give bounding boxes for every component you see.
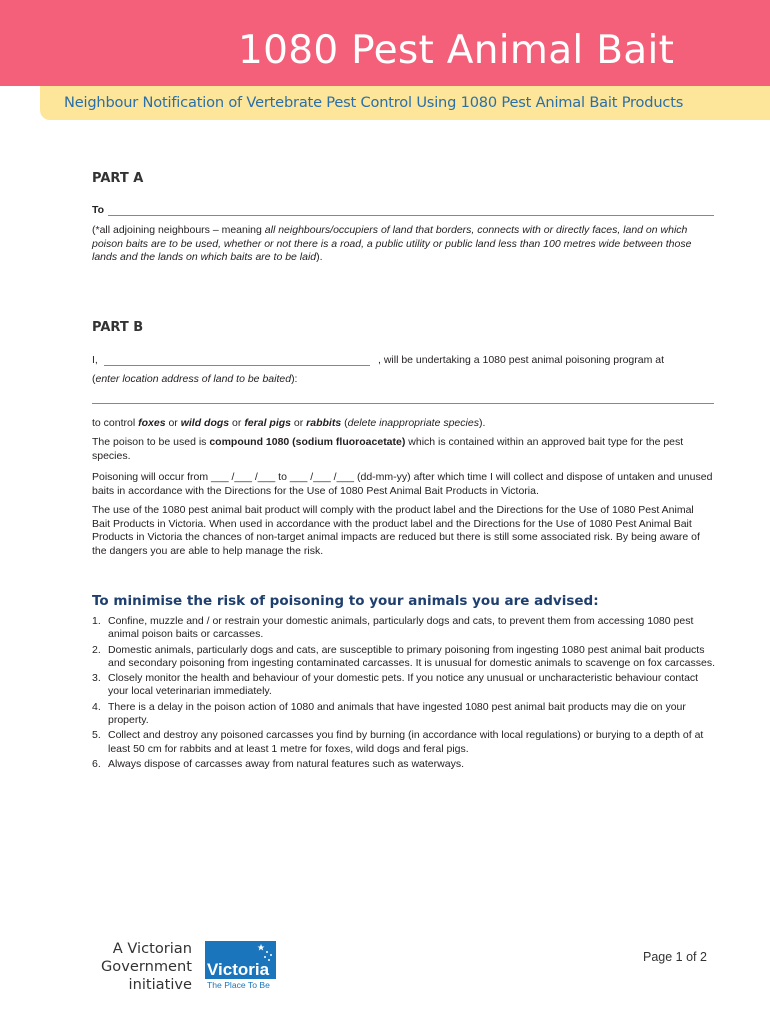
poison-compound: compound 1080 (sodium fluoroacetate) <box>209 436 406 448</box>
star-dot-icon <box>270 954 272 956</box>
location-italic: enter location address of land to be baited <box>95 373 292 385</box>
advice-heading: To minimise the risk of poisoning to your animals you are advised: <box>92 593 599 609</box>
logo-wordmark: Victoria <box>207 960 270 979</box>
list-item <box>92 644 718 670</box>
to-input-line[interactable] <box>108 215 714 216</box>
list-number: 5. <box>92 729 101 742</box>
page-title: 1080 Pest Animal Bait <box>238 28 675 73</box>
star-dot-icon <box>266 951 268 953</box>
poison-statement <box>92 436 714 463</box>
compliance-statement: The use of the 1080 pest animal bait product will comply with the product label and the Directions for the Use of 1080 Pest Animal Bait Products in Victoria. When used in accordance with the product label and the Directions for the Use of 1080 Pest Animal Bait Products in Victoria the chances of non-target animal impacts are reduced but there is still some associated risk. By being aware of the dangers you are able to help manage the risk. <box>92 504 700 557</box>
list-number: 1. <box>92 615 101 627</box>
species-foxes[interactable]: foxes <box>138 417 166 429</box>
government-initiative-text <box>88 940 192 994</box>
note-suffix: ). <box>316 251 323 263</box>
list-item <box>92 672 718 698</box>
location-instruction <box>92 372 297 386</box>
list-number: 2. <box>92 643 101 656</box>
poison-prefix: The poison to be used is <box>92 436 210 448</box>
or-word: or <box>229 417 245 429</box>
name-input-line[interactable] <box>104 365 370 366</box>
page-number: Page 1 of 2 <box>643 950 707 964</box>
neighbours-note <box>92 224 714 265</box>
star-dot-icon <box>264 956 266 958</box>
species-feral-pigs[interactable]: feral pigs <box>244 417 291 429</box>
i-label: I, <box>92 354 98 366</box>
control-prefix: to control <box>92 417 139 429</box>
list-text: Closely monitor the health and behaviour of your domestic pets. If you notice any unusual or uncharacteristic behaviour contact your local veterinarian immediately. <box>108 672 699 698</box>
or-word: or <box>165 417 181 429</box>
delete-open: ( <box>341 417 348 429</box>
poison-suffix: which is contained within an approved bait type for the pest species. <box>92 436 684 462</box>
dates-statement: Poisoning will occur from ___ /___ /___ to ___ /___ /___ (dd-mm-yy) after which time I will collect and dispose of untaken and unused baits in accordance with the Directions for the Use of 1080 Pest Animal Bait Products in Victoria. <box>92 471 713 497</box>
or-word: or <box>291 417 307 429</box>
list-number: 6. <box>92 757 101 770</box>
initiative-line: A Victorian <box>112 940 192 957</box>
delete-close: ). <box>478 417 486 429</box>
initiative-line: initiative <box>128 976 192 993</box>
list-text: There is a delay in the poison action of 1080 and animals that have ingested 1080 pest animal bait products may die on your property. <box>108 700 686 726</box>
list-number: 3. <box>92 672 101 685</box>
list-item <box>92 758 718 771</box>
logo-tagline: The Place To Be <box>207 980 270 989</box>
species-wild-dogs[interactable]: wild dogs <box>180 417 230 429</box>
list-number: 4. <box>92 700 101 713</box>
note-prefix: (*all adjoining neighbours – meaning <box>92 224 265 236</box>
location-open: ( <box>92 373 96 385</box>
advice-list <box>92 615 718 773</box>
delete-instruction: delete inappropriate species <box>347 417 479 429</box>
page-subtitle: Neighbour Notification of Vertebrate Pest Control Using 1080 Pest Animal Bait Products <box>64 94 684 111</box>
undertaking-text: , will be undertaking a 1080 pest animal poisoning program at <box>378 354 665 366</box>
location-close: ): <box>291 373 298 385</box>
list-item <box>92 701 718 727</box>
list-text: Domestic animals, particularly dogs and cats, are susceptible to primary poisoning from ingesting 1080 pest animal bait products and secondary poisoning from ingesting contaminated carcasses. It is unusual for domestic animals to scavenge on fox carcasses. <box>108 643 715 669</box>
part-a-heading: PART A <box>92 171 144 186</box>
part-b-heading: PART B <box>92 320 144 335</box>
list-item <box>92 615 718 641</box>
list-text: Always dispose of carcasses away from natural features such as waterways. <box>108 757 464 770</box>
location-input-line[interactable] <box>92 403 714 404</box>
list-item <box>92 729 718 755</box>
initiative-line: Government <box>100 958 192 975</box>
species-rabbits[interactable]: rabbits <box>306 417 342 429</box>
list-text: Confine, muzzle and / or restrain your domestic animals, particularly dogs and cats, to prevent them from accessing 1080 pest animal poison baits or carcasses. <box>108 615 694 641</box>
victoria-logo <box>205 941 276 989</box>
species-line <box>92 416 485 430</box>
note-definition: all neighbours/occupiers of land that borders, connects with or directly faces, land on which poison baits are to be used, whether or not there is a road, a public utility or public land less than 100 metres wide between those lands and the lands on which baits are to be laid <box>92 224 692 263</box>
to-label: To <box>92 204 105 216</box>
list-text: Collect and destroy any poisoned carcasses you find by burning (in accordance with local regulations) or burying to a depth of at least 50 cm for rabbits and at least 1 metre for foxes, wild dogs and feral pigs. <box>108 729 704 755</box>
